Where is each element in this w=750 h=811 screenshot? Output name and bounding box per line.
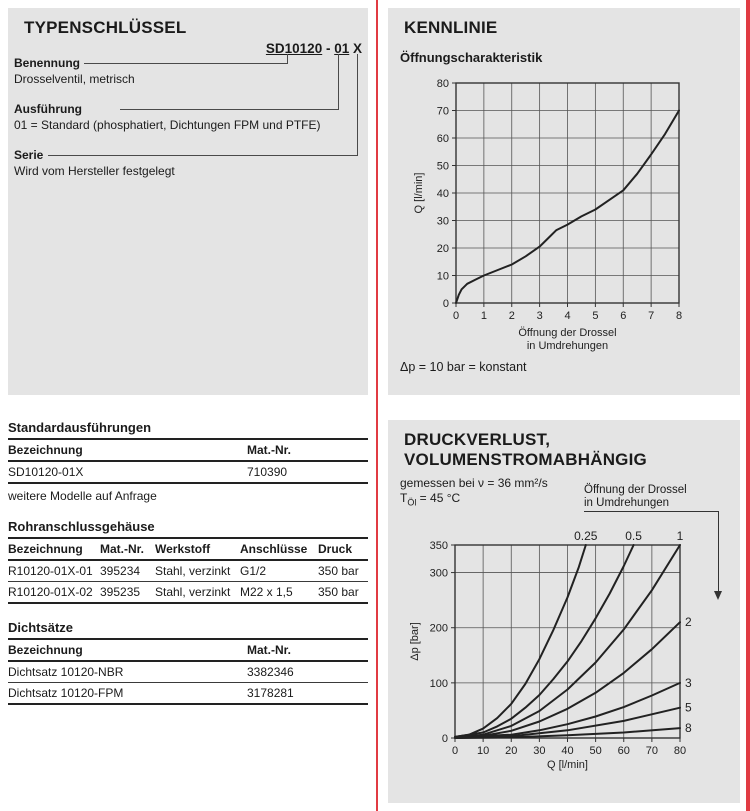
x-tick-label: 60 [617,745,630,757]
type-key-label-serie: Serie [14,148,47,162]
table-cell: Stahl, verzinkt [155,585,231,599]
temp-subscript: Öl [407,497,417,508]
y-tick-label: 60 [436,133,449,145]
tables-section [8,420,368,721]
condition-viscosity: gemessen bei ν = 36 mm²/s [400,476,548,490]
table-title: Standardausführungen [8,420,368,440]
column-divider-line [376,0,378,811]
y-axis-label: Q [l/min] [413,172,425,214]
y-tick-label: 40 [436,188,449,200]
type-code-model: SD10120 [265,41,323,56]
table-cell: R10120-01X-01 [8,564,93,578]
type-key-text-benennung: Drosselventil, metrisch [14,72,135,86]
table-cell: Dichtsatz 10120-NBR [8,665,124,679]
type-key-entry-benennung [14,56,135,86]
temp-value: = 45 °C [416,491,461,505]
x-tick-label: 3 [536,310,543,322]
table-cell: 710390 [247,465,288,479]
section-title-typenschluessel: TYPENSCHLÜSSEL [24,18,187,37]
column-header: Werkstoff [155,542,211,556]
table-cell: Dichtsatz 10120-FPM [8,686,124,700]
chart-subtitle-oeffnungscharakteristik: Öffnungscharakteristik [400,50,543,65]
curve-label: 0.5 [625,529,642,543]
y-tick-label: 50 [436,160,449,173]
x-axis-label: Öffnung der Drossel [518,327,617,339]
curve-label: 1 [676,529,684,543]
page-right-border-line [746,0,750,811]
column-header: Mat.-Nr. [247,643,292,657]
y-tick-label: 200 [429,622,448,635]
type-key-text-serie: Wird vom Hersteller festgelegt [14,164,175,178]
column-header: Mat.-Nr. [100,542,145,556]
type-key-entry-serie [14,148,175,178]
kennlinie-section [388,8,740,395]
column-header: Anschlüsse [240,542,308,556]
column-header: Druck [318,542,353,556]
table-cell: 395235 [100,585,141,599]
x-axis-label: in Umdrehungen [526,340,609,352]
type-key-label-ausfuehrung: Ausführung [14,102,86,116]
x-tick-label: 1 [480,310,487,322]
column-header: Bezeichnung [8,443,83,457]
kennlinie-chart [388,76,740,366]
x-tick-label: 70 [645,745,658,757]
table-cell: Stahl, verzinkt [155,564,231,578]
table-header-row [8,440,368,462]
table-row [8,462,368,484]
table-row [8,662,368,683]
y-tick-label: 300 [429,567,448,580]
table-row [8,683,368,705]
x-axis-label: Q [l/min] [547,759,588,771]
table-header-row [8,539,368,561]
table-row [8,582,368,604]
table-cell: 395234 [100,564,141,578]
curve-label: 5 [685,700,692,715]
table-cell: 350 bar [318,564,359,578]
y-tick-label: 30 [436,215,449,228]
druckverlust-section [388,420,740,803]
curve-label: 2 [685,615,692,630]
section-title-druckverlust [404,430,647,470]
x-tick-label: 2 [508,310,515,322]
y-tick-label: 20 [436,243,449,255]
section-title-kennlinie: KENNLINIE [404,18,498,37]
y-axis-label: Δp [bar] [409,622,421,661]
x-tick-label: 30 [533,745,546,757]
x-tick-label: 5 [592,310,599,322]
type-key-entry-ausfuehrung [14,102,321,132]
y-tick-label: 10 [436,270,449,283]
type-key-section [8,8,368,395]
type-key-text-ausfuehrung: 01 = Standard (phosphatiert, Dichtungen FPM und PTFE) [14,118,321,132]
x-tick-label: 6 [620,310,627,322]
x-tick-label: 0 [452,310,460,322]
type-code-version: 01 [334,41,350,56]
curve-label: 3 [685,675,692,690]
druckverlust-chart [388,480,740,790]
annotation-line2: in Umdrehungen [584,497,670,509]
table-cell: M22 x 1,5 [240,585,293,599]
y-tick-label: 80 [436,78,449,90]
x-tick-label: 4 [564,310,571,322]
column-header: Mat.-Nr. [247,443,292,457]
type-code-separator: - [322,41,335,56]
curve-0.25 [455,545,586,737]
table-standardausfuehrungen [8,420,368,503]
table-row [8,561,368,582]
x-tick-label: 20 [505,745,518,757]
y-tick-label: 350 [429,540,448,552]
y-tick-label: 0 [441,733,448,745]
y-tick-label: 0 [442,298,449,310]
table-cell: 3178281 [247,686,294,700]
table-dichtsaetze [8,620,368,705]
column-header: Bezeichnung [8,542,83,556]
table-cell: 3382346 [247,665,294,679]
annotation-line1: Öffnung der Drossel [584,484,687,496]
curve-label: 8 [685,721,692,736]
x-tick-label: 8 [675,310,683,322]
type-key-label-benennung: Benennung [14,56,84,70]
table-header-row [8,640,368,662]
kennlinie-caption: Δp = 10 bar = konstant [400,360,527,374]
x-tick-label: 0 [451,745,459,757]
y-tick-label: 70 [436,105,449,118]
table-cell: 350 bar [318,585,359,599]
curve-label: 0.25 [574,529,598,543]
type-code-series-x: X [349,41,362,56]
x-tick-label: 40 [561,745,574,757]
table-title: Rohranschlussgehäuse [8,519,368,539]
table-rohranschlussgehaeuse [8,519,368,604]
table-title: Dichtsätze [8,620,368,640]
column-header: Bezeichnung [8,643,83,657]
x-tick-label: 7 [648,310,655,322]
table-cell: SD10120-01X [8,465,84,479]
x-tick-label: 80 [673,745,687,757]
y-tick-label: 100 [429,677,448,690]
table-cell: R10120-01X-02 [8,585,93,599]
x-tick-label: 10 [477,745,490,757]
x-tick-label: 50 [589,745,602,757]
druckverlust-title-line1: DRUCKVERLUST, [404,430,551,449]
table-cell: G1/2 [240,564,267,578]
temp-symbol: T [400,491,408,505]
druckverlust-title-line2: VOLUMENSTROMABHÄNGIG [404,450,647,469]
table-footnote: weitere Modelle auf Anfrage [8,489,157,503]
